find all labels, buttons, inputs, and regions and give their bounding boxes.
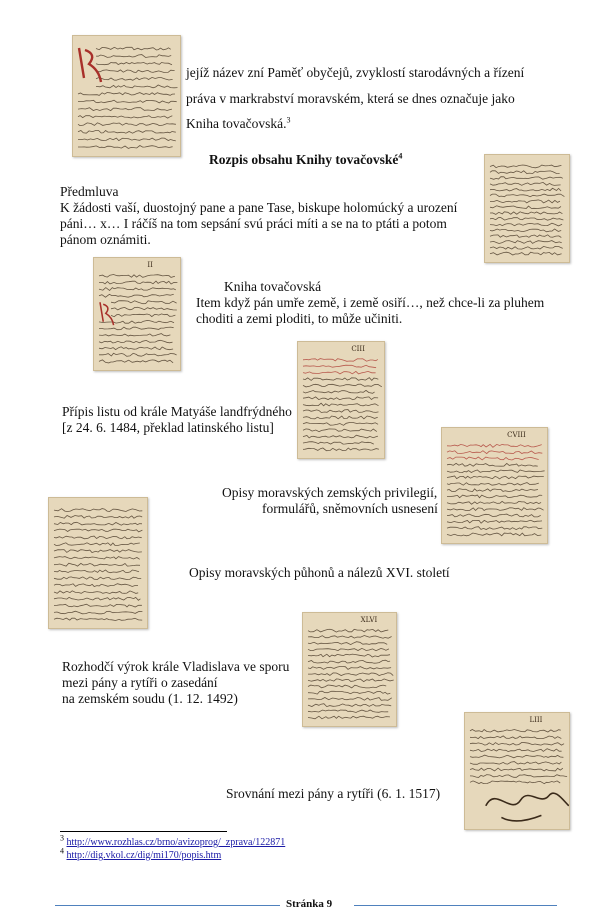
footer-rule-left [55,905,280,906]
matyas-line-2: [z 24. 6. 1484, překlad latinského listu] [62,420,274,435]
preface-line-3: pánom oznámiti. [60,232,151,247]
footnote-ref-4[interactable]: 4 [398,151,403,161]
footnote-3-link[interactable]: http://www.rozhlas.cz/brno/avizoprog/_zprava/122871 [66,837,286,848]
manuscript-page-6 [48,497,148,629]
manuscript-page-8 [464,712,570,830]
footer-rule-right [354,905,557,906]
privileges-line-1: Opisy moravských zemských privilegií, [222,485,438,500]
folio-number: CVIII [507,431,526,439]
parchment-background [49,498,147,628]
manuscript-page-2 [484,154,570,263]
vladislav-line-1: Rozhodčí výrok krále Vladislava ve sporu [62,659,290,674]
folio-number: II [147,261,153,269]
footnote-3: $^3$ http://www.rozhlas.cz/brno/avizoprog/_zprava/122871 [60,833,286,848]
manuscript-page-1 [72,35,181,157]
srovnani-line: Srovnání mezi pány a rytíři (6. 1. 1517) [226,786,441,801]
preface-title: Předmluva [60,184,119,199]
folio-number: LIII [529,716,543,724]
manuscript-page-4 [297,341,385,459]
kniha-line-2: choditi a zemi ploditi, to může učiniti. [196,311,403,326]
manuscript-page-5 [441,427,548,544]
parchment-background [442,428,547,543]
folio-number: CIII [351,345,365,353]
intro-line-2: práva v markrabství moravském, která se dnes označuje jako [186,91,515,106]
intro-line-3: Kniha tovačovská.$^3$ [186,115,291,131]
parchment-background [485,155,569,262]
section-heading: Rozpis obsahu Knihy tovačovské$^4$ [209,151,403,167]
footnote-4-link[interactable]: http://dig.vkol.cz/dig/mi170/popis.htm [66,850,222,861]
page-number: Stránka 9 [286,898,333,910]
preface-line-2: páni… x… I ráčíš na tom sepsání svú práci míti a se na to ptáti a potom [60,216,447,231]
puhony-line: Opisy moravských půhonů a nálezů XVI. století [189,565,450,580]
footnote-4: $^4$ http://dig.vkol.cz/dig/mi170/popis.htm [60,846,222,861]
matyas-line-1: Přípis listu od krále Matyáše landfrýdného [62,404,292,419]
intro-line-1: jejíž název zní Paměť obyčejů, zvyklostí starodávných a řízení [186,65,525,80]
vladislav-line-2: mezi pány a rytíři o zasedání [62,675,218,690]
kniha-line-1: Item když pán umře země, i země osiří…, než chce-li za pluhem [196,295,545,310]
manuscript-page-7 [302,612,397,727]
kniha-title: Kniha tovačovská [224,279,322,294]
footnote-ref-3[interactable]: 3 [286,115,291,125]
vladislav-line-3: na zemském soudu (1. 12. 1492) [62,691,238,706]
folio-number: XLVI [360,616,378,624]
privileges-line-2: formulářů, sněmovních usnesení [262,501,438,516]
preface-line-1: K žádosti vaší, duostojný pane a pane Tase, biskupe holomúcký a urození [60,200,458,215]
footnote-separator [60,831,227,832]
manuscript-page-3 [93,257,181,371]
